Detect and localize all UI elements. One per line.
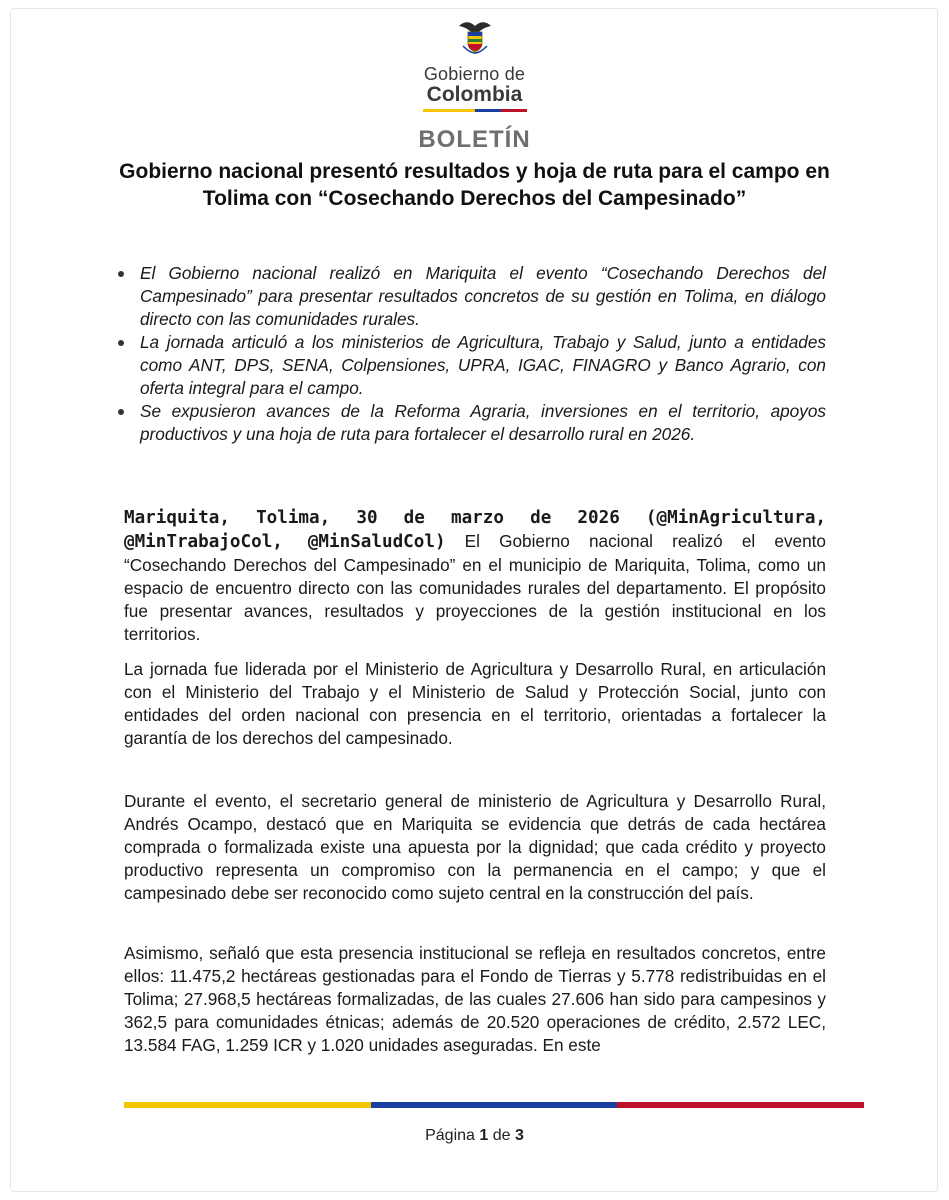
footer-rule-yellow <box>124 1102 371 1108</box>
footer-rule-red <box>617 1102 864 1108</box>
page-number <box>0 1127 949 1145</box>
flag-rule <box>423 109 527 112</box>
page-total: 3 <box>514 1127 524 1144</box>
summary-bullet <box>140 400 826 446</box>
page-current: 1 <box>479 1127 489 1144</box>
summary-bullets <box>140 262 826 446</box>
bullet-dot-icon <box>118 340 124 346</box>
paragraph-4: Asimismo, señaló que esta presencia institucional se refleja en resultados concretos, entre ellos: 11.475,2 hectáreas gestionadas para el Fondo de Tierras y 5.778 redistribuidas en el Tolima; 27.968,5 hectáreas formalizadas, de las cuales 27.606 han sido para campesinos y 362,5 para comunidades étnicas; además de 20.520 operaciones de crédito, 2.572 LEC, 13.584 FAG, 1.259 ICR y 1.020 unidades aseguradas. En este <box>124 943 826 1055</box>
document-title: Gobierno nacional presentó resultados y hoja de ruta para el campo en Tolima con “Cosechando Derechos del Campesinado” <box>119 160 830 210</box>
paragraph-1 <box>124 506 826 646</box>
bullet-dot-icon <box>118 271 124 277</box>
paragraph-1-text: El Gobierno nacional realizó el evento “Cosechando Derechos del Campesinado” en el municipio de Mariquita, Tolima, como un espacio de encuentro directo con las comunidades rurales del departamento. El propósito fue presentar avances, resultados y proyecciones de la gestión institucional en los territorios. <box>124 531 826 644</box>
summary-bullet <box>140 331 826 400</box>
logo-line-1: Gobierno de <box>423 64 526 84</box>
paragraph-3: Durante el evento, el secretario general de ministerio de Agricultura y Desarrollo Rural, Andrés Ocampo, destacó que en Mariquita se evidencia que detrás de cada hectárea comprada o formalizada existe una apuesta por la dignidad; que cada crédito y proyecto productivo representa un compromiso con la permanencia en el campo; y que el campesinado debe ser reconocido como sujeto central en la construcción del país. <box>124 791 826 903</box>
logo-line-2: Colombia <box>426 83 523 106</box>
document-type: BOLETÍN <box>418 126 531 153</box>
bullet-text: La jornada articuló a los ministerios de Agricultura, Trabajo y Salud, junto a entidades como ANT, DPS, SENA, Colpensiones, UPRA, IGAC, FINAGRO y Banco Agrario, con oferta integral para el campo. <box>140 332 826 398</box>
coat-of-arms-icon <box>455 16 495 56</box>
footer-rule-blue <box>371 1102 618 1108</box>
summary-bullet <box>140 262 826 331</box>
dateline: Mariquita, Tolima, 30 de marzo de 2026 (@MinAgricultura, @MinTrabajoCol, @MinSaludCol) <box>124 508 826 552</box>
document-header <box>0 16 949 154</box>
footer-flag-rule <box>124 1102 864 1108</box>
of-label: de <box>492 1127 511 1144</box>
page-label: Página <box>425 1127 475 1144</box>
bullet-text: Se expusieron avances de la Reforma Agraria, inversiones en el territorio, apoyos productivos y una hoja de ruta para fortalecer el desarrollo rural en 2026. <box>140 401 826 444</box>
bullet-text: El Gobierno nacional realizó en Mariquita el evento “Cosechando Derechos del Campesinado” para presentar resultados concretos de su gestión en Tolima, en diálogo directo con las comunidades rurales. <box>140 263 826 329</box>
bullet-dot-icon <box>118 409 124 415</box>
paragraph-2: La jornada fue liderada por el Ministerio de Agricultura y Desarrollo Rural, en articulación con el Ministerio del Trabajo y el Ministerio de Salud y Protección Social, junto con entidades del orden nacional con presencia en el territorio, orientadas a fortalecer la garantía de los derechos del campesinado. <box>124 659 826 748</box>
